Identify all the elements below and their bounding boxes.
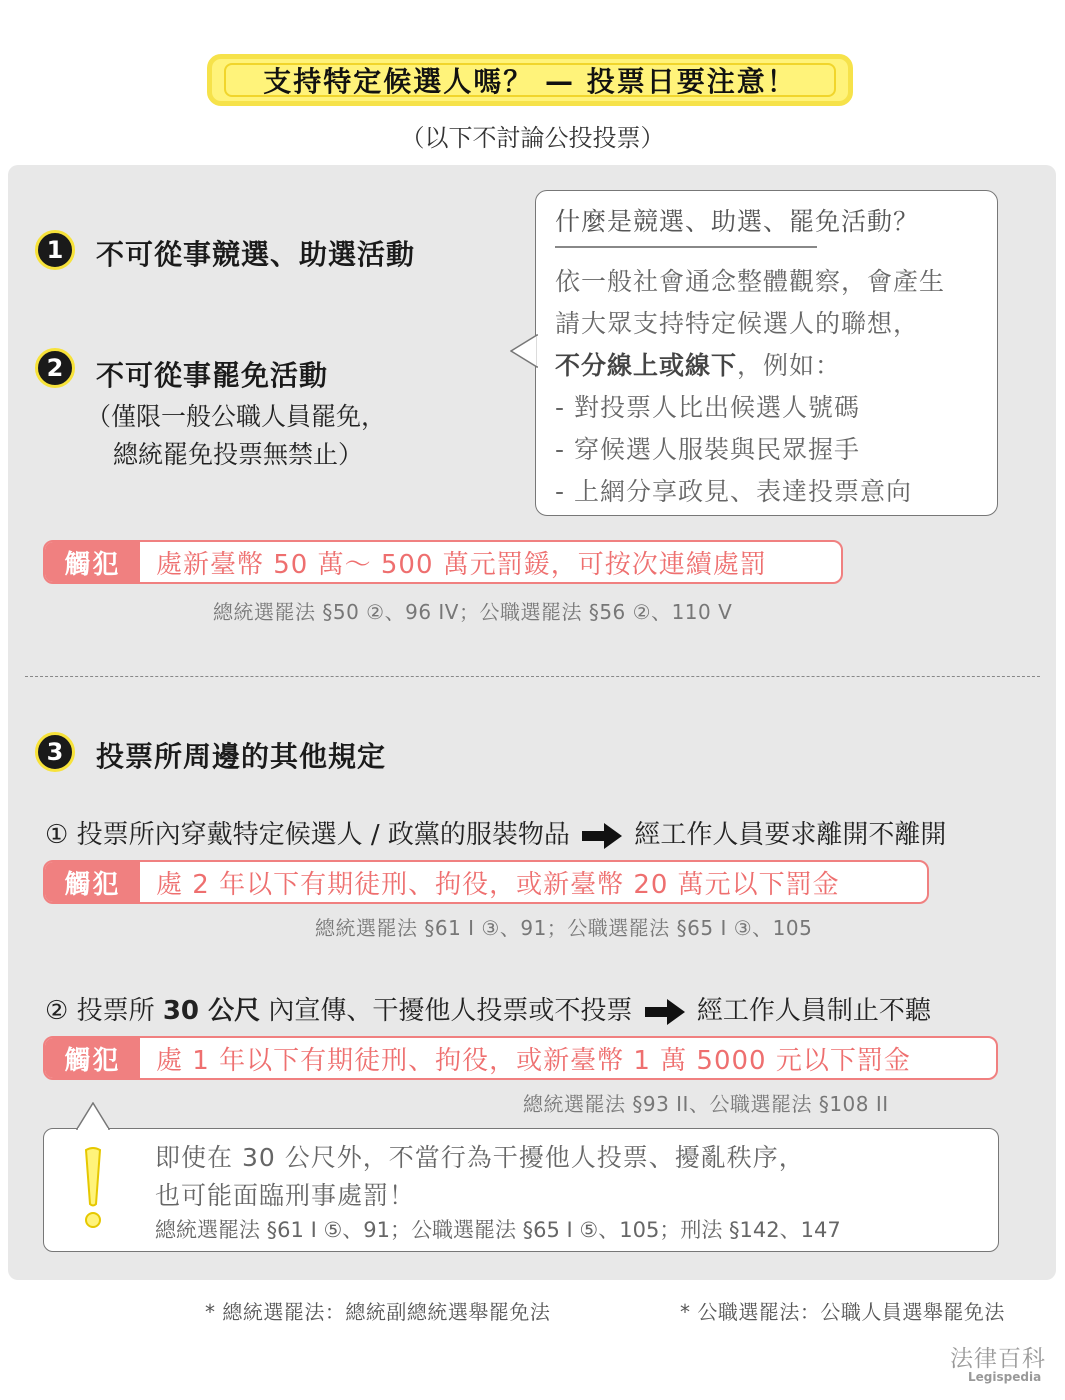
penalty-text-3: 處 1 年以下有期徒刑、拘役，或新臺幣 1 萬 5000 元以下罰金 xyxy=(156,1045,911,1076)
penalty-text-2: 處 2 年以下有期徒刑、拘役，或新臺幣 20 萬元以下罰金 xyxy=(156,869,840,900)
section-divider xyxy=(25,676,1040,677)
warning-law-reference: 總統選罷法 §61 I ⑤、91；公職選罷法 §65 I ⑤、105；刑法 §142、147 xyxy=(155,1218,841,1242)
bubble-line-3-bold: 不分線上或線下 xyxy=(555,351,738,380)
penalty-label: 觸犯 xyxy=(45,1038,140,1078)
law-reference-1: 總統選罷法 §50 ②、96 IV；公職選罷法 §56 ②、110 V xyxy=(213,600,733,624)
footnote-2: * 公職選罷法：公職人員選舉罷免法 xyxy=(680,1300,1005,1324)
brand-logo-text: 法律百科 xyxy=(950,1346,1046,1372)
rule-1-consequence: 經工作人員要求離開不離開 xyxy=(634,820,947,850)
section-2-note-line1: （僅限一般公職人員罷免， xyxy=(86,402,387,431)
bubble-example-3: - 上網分享政見、表達投票意向 xyxy=(555,477,912,506)
exclamation-icon xyxy=(80,1146,106,1232)
section-3-heading: 投票所周邊的其他規定 xyxy=(96,740,387,773)
bubble-line-1: 依一般社會通念整體觀察，會產生 xyxy=(555,267,946,296)
title-banner xyxy=(207,54,853,106)
section-number-3: 3 xyxy=(35,732,75,772)
section-number-2: 2 xyxy=(35,348,75,388)
penalty-box-1 xyxy=(43,540,843,584)
bubble-line-3 xyxy=(555,346,841,382)
arrow-right-icon xyxy=(582,823,622,849)
bubble-line-3-rest: ，例如： xyxy=(737,351,842,380)
warning-line-2: 也可能面臨刑事處罰！ xyxy=(155,1181,416,1210)
rule-2-distance: 30 公尺 xyxy=(162,996,261,1026)
bubble-example-1: - 對投票人比出候選人號碼 xyxy=(555,393,860,422)
penalty-label: 觸犯 xyxy=(45,862,140,902)
penalty-box-2 xyxy=(43,860,929,904)
bubble-tail xyxy=(510,334,538,368)
rule-2-condition-b: 內宣傳、干擾他人投票或不投票 xyxy=(260,996,633,1026)
section-1-heading: 不可從事競選、助選活動 xyxy=(96,238,416,271)
section-2-heading: 不可從事罷免活動 xyxy=(96,359,329,392)
page-subtitle: （以下不討論公投投票） xyxy=(400,124,665,152)
section-number-1: 1 xyxy=(35,230,75,270)
law-reference-2: 總統選罷法 §61 I ③、91；公職選罷法 §65 I ③、105 xyxy=(315,916,813,940)
penalty-text-1: 處新臺幣 50 萬～ 500 萬元罰鍰，可按次連續處罰 xyxy=(156,549,767,580)
bubble-divider xyxy=(555,246,817,248)
warning-line-1: 即使在 30 公尺外，不當行為干擾他人投票、擾亂秩序， xyxy=(155,1143,805,1172)
page-title: 支持特定候選人嗎？ — 投票日要注意！ xyxy=(224,63,836,97)
rule-1-condition: ① 投票所內穿戴特定候選人 / 政黨的服裝物品 xyxy=(45,820,570,850)
brand-logo-subtext: Legispedia xyxy=(968,1370,1042,1384)
penalty-label: 觸犯 xyxy=(45,542,140,582)
warning-box-tail xyxy=(76,1102,110,1130)
rule-2-consequence: 經工作人員制止不聽 xyxy=(696,996,931,1026)
rule-2-condition-a: ② 投票所 xyxy=(45,996,163,1026)
bubble-title: 什麼是競選、助選、罷免活動？ xyxy=(555,207,920,236)
footnote-1: * 總統選罷法：總統副總統選舉罷免法 xyxy=(205,1300,551,1324)
bubble-example-2: - 穿候選人服裝與民眾握手 xyxy=(555,435,860,464)
law-reference-3: 總統選罷法 §93 II、公職選罷法 §108 II xyxy=(523,1092,889,1116)
section-2-note-line2: 總統罷免投票無禁止） xyxy=(113,440,364,469)
arrow-right-icon xyxy=(645,999,685,1025)
rule-2 xyxy=(45,990,931,1027)
penalty-box-3 xyxy=(43,1036,998,1080)
bubble-line-2: 請大眾支持特定候選人的聯想， xyxy=(555,309,920,338)
rule-1 xyxy=(45,814,946,851)
